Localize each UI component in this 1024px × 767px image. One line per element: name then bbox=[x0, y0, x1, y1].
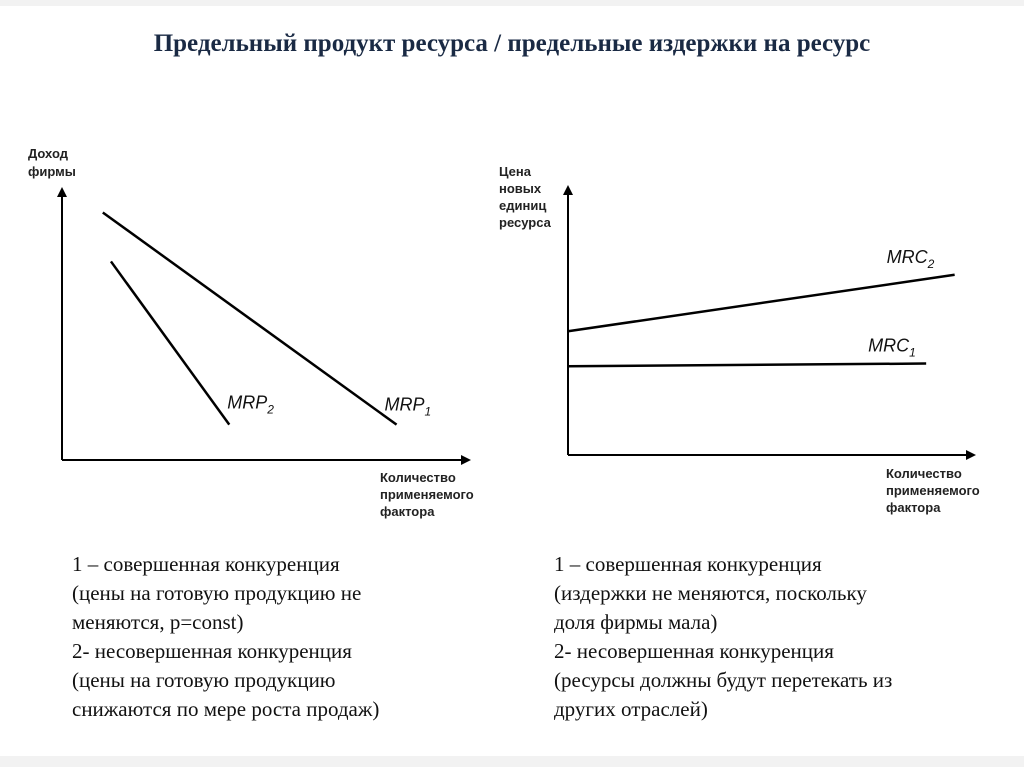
left-caption-line: снижаются по мере роста продаж) bbox=[72, 697, 380, 721]
y-axis-label-line4: ресурса bbox=[499, 215, 551, 230]
series-label-mrc2: $MRC_2$ bbox=[886, 246, 935, 271]
series-line-mrc2 bbox=[568, 275, 955, 331]
left-caption-line: 1 – совершенная конкуренция bbox=[72, 552, 340, 576]
left-caption bbox=[72, 550, 379, 724]
left-caption-line: (цены на готовую продукцию bbox=[72, 668, 336, 692]
right-caption-line: 2- несовершенная конкуренция bbox=[554, 639, 834, 663]
left-caption-line: (цены на готовую продукцию не bbox=[72, 581, 362, 605]
right-caption-line: доля фирмы мала) bbox=[554, 610, 718, 634]
y-axis-label-line2: новых bbox=[499, 181, 542, 196]
y-axis-label-line1: Цена bbox=[499, 164, 531, 179]
x-axis-label-line1: Количество bbox=[886, 466, 962, 481]
x-axis-label-line2: применяемого bbox=[886, 483, 980, 498]
x-axis-label-line3: фактора bbox=[380, 504, 435, 519]
series-label-mrp2: $MRP_2$ bbox=[227, 392, 274, 417]
right-caption-line: (ресурсы должны будут перетекать из bbox=[554, 668, 893, 692]
y-axis-label-line2: фирмы bbox=[28, 164, 76, 179]
series-line-mrc1 bbox=[568, 364, 926, 367]
x-axis-label-line2: применяемого bbox=[380, 487, 474, 502]
slide-bottom-border bbox=[0, 756, 1024, 767]
x-axis-label-line1: Количество bbox=[380, 470, 456, 485]
slide-title: Предельный продукт ресурса / предельные издержки на ресурс bbox=[153, 30, 871, 57]
right-caption bbox=[554, 550, 892, 724]
right-caption-line: других отраслей) bbox=[554, 697, 708, 721]
right-caption-line: 1 – совершенная конкуренция bbox=[554, 552, 822, 576]
y-axis-label-line1: Доход bbox=[28, 146, 68, 161]
left-caption-line: меняются, p=const) bbox=[72, 610, 244, 634]
x-axis-label-line3: фактора bbox=[886, 500, 941, 515]
left-caption-line: 2- несовершенная конкуренция bbox=[72, 639, 352, 663]
series-label-mrc1: $MRC_1$ bbox=[868, 335, 916, 360]
series-label-mrp1: $MRP_1$ bbox=[384, 394, 432, 419]
y-axis-label-line3: единиц bbox=[499, 198, 547, 213]
right-caption-line: (издержки не меняются, поскольку bbox=[554, 581, 867, 605]
